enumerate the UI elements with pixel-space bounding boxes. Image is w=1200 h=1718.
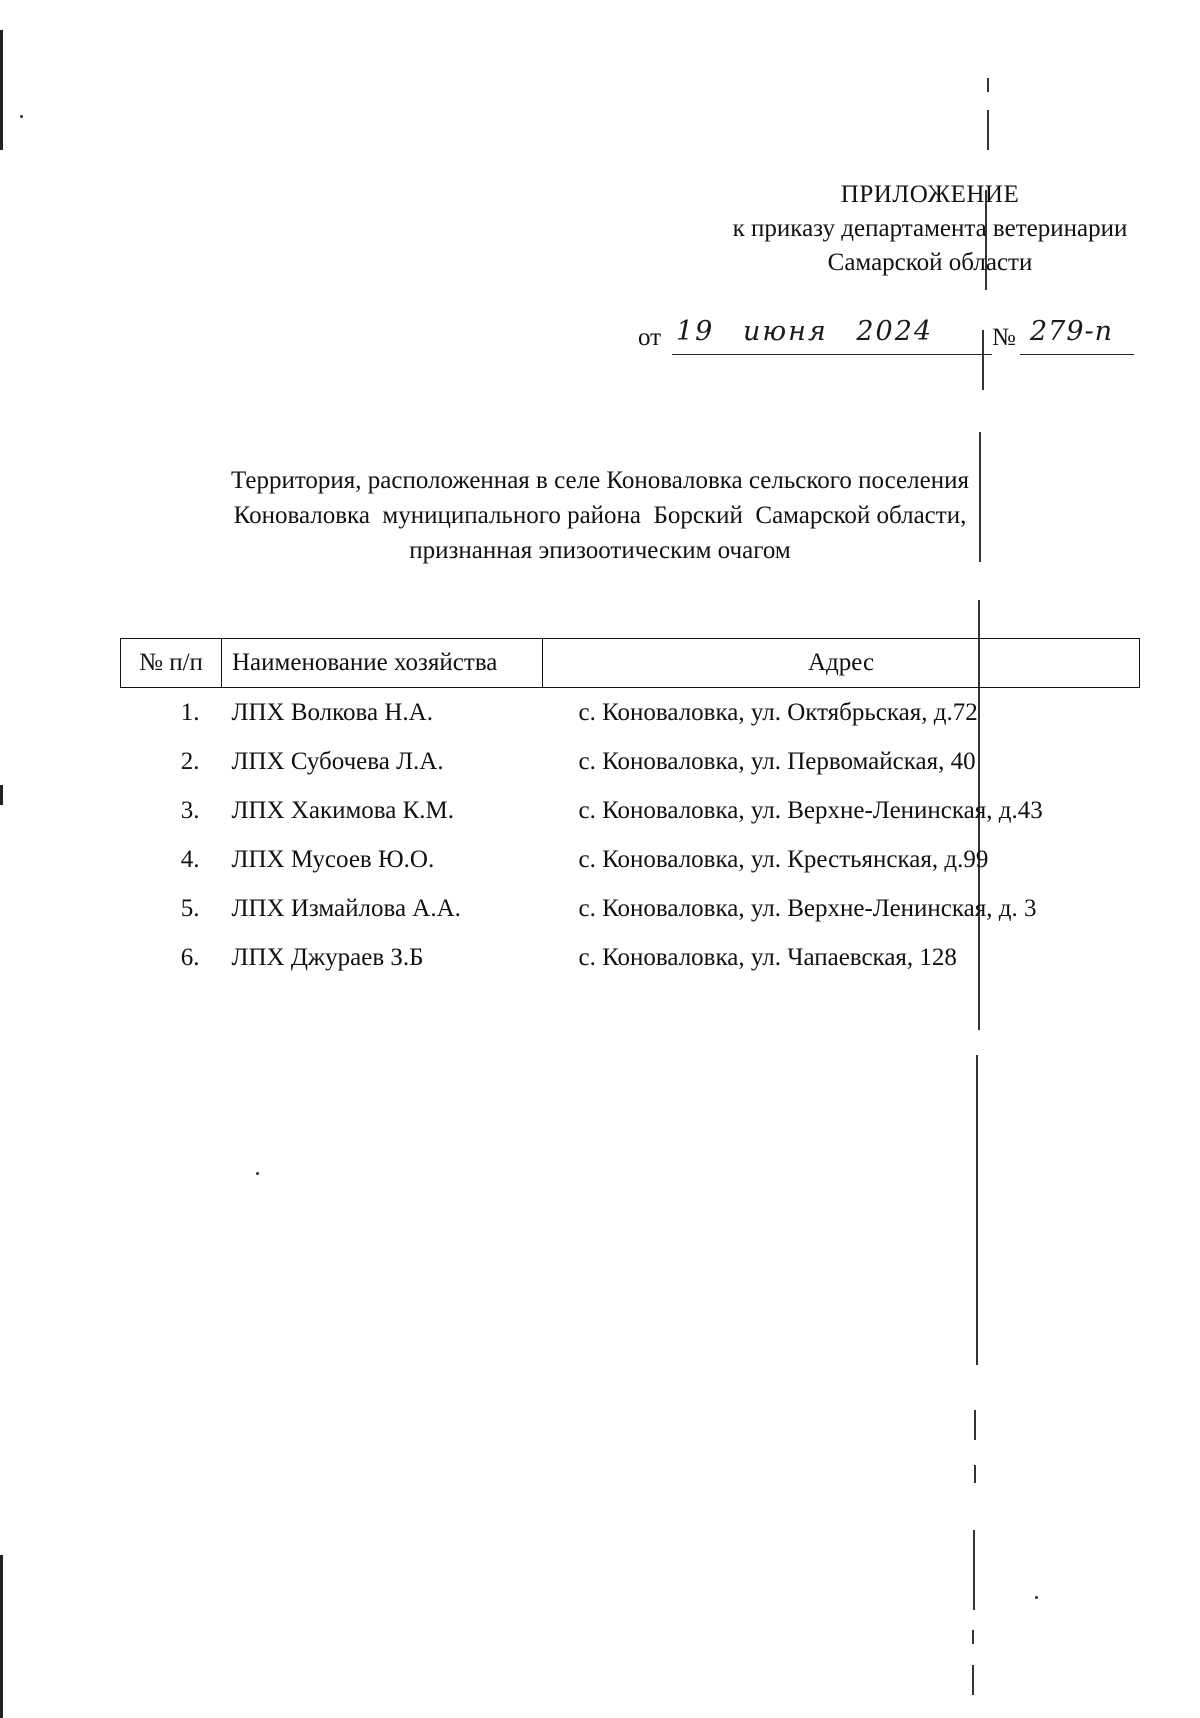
order-number-label: №	[992, 324, 1016, 351]
table-row	[121, 688, 1140, 738]
row-farm-name: ЛПХ Субочева Л.А.	[231, 747, 444, 775]
row-address: с. Коноваловка, ул. Верхне-Ленинская, д. 3	[578, 894, 1037, 922]
scan-artifact-fold-line-12	[972, 1665, 974, 1695]
appendix-line-order-ref: к приказу департамента ветеринарии	[732, 215, 1128, 242]
order-from-label: от	[638, 324, 662, 351]
order-date-handwritten: 19 июня 2024	[676, 316, 934, 347]
farms-table-wrapper	[120, 638, 1140, 982]
scan-artifact-fold-line-2	[987, 110, 989, 150]
scan-artifact-fold-line-1	[987, 78, 989, 92]
row-farm-name: ЛПХ Джураев З.Б	[231, 943, 424, 971]
row-address: с. Коноваловка, ул. Чапаевская, 128	[578, 943, 957, 971]
scan-artifact-left-bar-mid	[0, 785, 3, 805]
order-number-underline	[1020, 354, 1134, 355]
order-date-number-line	[638, 316, 1138, 362]
header-farm-name: Наименование хозяйства	[222, 639, 543, 688]
row-number: 5.	[180, 894, 200, 922]
row-number: 1.	[180, 698, 200, 726]
row-farm-name: ЛПХ Волкова Н.А.	[231, 698, 433, 726]
heading-line-3: признанная эпизоотическим очагом	[409, 537, 791, 564]
table-header-row	[121, 639, 1140, 688]
heading-line-1: Территория, расположенная в селе Коноваловка сельского поселения	[231, 467, 969, 494]
header-address: Адрес	[543, 639, 1140, 688]
table-row	[121, 884, 1140, 933]
row-number: 6.	[180, 943, 200, 971]
appendix-block	[650, 178, 1200, 280]
scan-artifact-fold-line-7	[976, 1055, 978, 1365]
table-row	[121, 786, 1140, 835]
scan-artifact-fold-line-8	[974, 1410, 976, 1440]
row-address: с. Коноваловка, ул. Октябрьская, д.72	[578, 698, 978, 726]
scan-artifact-fold-line-11	[972, 1630, 974, 1644]
row-address: с. Коноваловка, ул. Верхне-Ленинская, д.43	[578, 796, 1043, 824]
scan-artifact-speck	[256, 1172, 259, 1175]
scan-artifact-left-bar-bottom	[0, 1555, 3, 1718]
appendix-line-region: Самарской области	[827, 249, 1033, 276]
row-address: с. Коноваловка, ул. Первомайская, 40	[578, 747, 976, 775]
scan-artifact-speck	[1035, 1596, 1038, 1599]
row-number: 4.	[180, 845, 200, 873]
row-farm-name: ЛПХ Измайлова А.А.	[231, 894, 461, 922]
row-number: 2.	[180, 747, 200, 775]
table-row	[121, 835, 1140, 884]
document-heading	[150, 463, 1050, 568]
row-farm-name: ЛПХ Хакимова К.М.	[231, 796, 455, 824]
table-row	[121, 933, 1140, 982]
row-address: с. Коноваловка, ул. Крестьянская, д.99	[578, 845, 989, 873]
scan-artifact-fold-line-9	[974, 1465, 976, 1483]
scan-artifact-left-bar-top	[0, 30, 3, 150]
farms-table	[120, 638, 1140, 982]
scan-artifact-speck	[20, 115, 23, 118]
order-number-handwritten: 279-п	[1030, 316, 1114, 347]
order-date-underline	[672, 354, 992, 355]
table-row	[121, 737, 1140, 786]
row-farm-name: ЛПХ Мусоев Ю.О.	[231, 845, 435, 873]
row-number: 3.	[180, 796, 200, 824]
header-number: № п/п	[121, 639, 222, 688]
heading-line-2: Коноваловка муниципального района Борский Самарской области,	[233, 502, 967, 529]
scan-artifact-fold-line-10	[973, 1530, 975, 1610]
appendix-title: ПРИЛОЖЕНИЕ	[840, 181, 1020, 208]
